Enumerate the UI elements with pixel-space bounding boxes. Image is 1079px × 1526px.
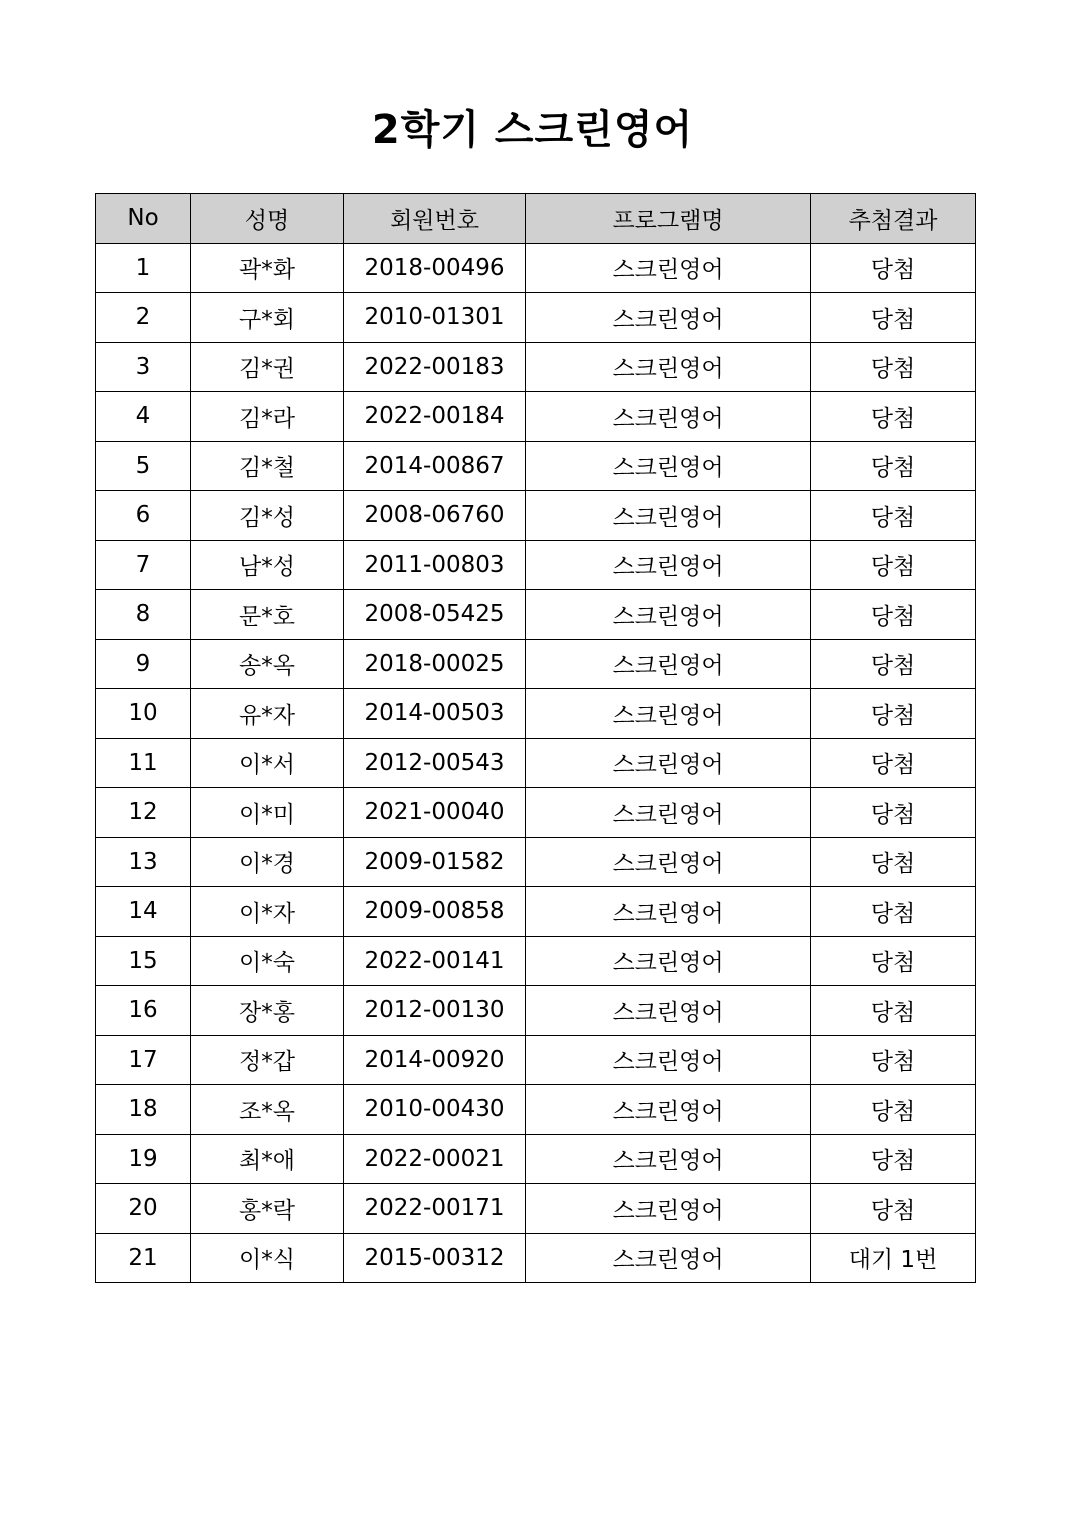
cell-name: 이*경 [191,837,344,887]
cell-no: 20 [96,1184,191,1234]
cell-program-name: 스크린영어 [526,936,811,986]
table-row [96,342,976,392]
cell-draw-result: 당첨 [811,738,976,788]
cell-name: 김*철 [191,441,344,491]
cell-no: 13 [96,837,191,887]
table-row [96,491,976,541]
cell-draw-result: 당첨 [811,936,976,986]
cell-name: 홍*락 [191,1184,344,1234]
table-row [96,1085,976,1135]
table-row [96,1184,976,1234]
cell-program-name: 스크린영어 [526,639,811,689]
cell-member-number: 2008-05425 [344,590,526,640]
table-row [96,392,976,442]
table-row [96,936,976,986]
cell-no: 9 [96,639,191,689]
cell-member-number: 2008-06760 [344,491,526,541]
cell-name: 김*성 [191,491,344,541]
cell-draw-result: 당첨 [811,392,976,442]
cell-no: 21 [96,1233,191,1283]
cell-program-name: 스크린영어 [526,1184,811,1234]
table-row [96,986,976,1036]
cell-no: 12 [96,788,191,838]
cell-name: 정*갑 [191,1035,344,1085]
cell-draw-result: 당첨 [811,986,976,1036]
cell-member-number: 2018-00025 [344,639,526,689]
cell-member-number: 2010-00430 [344,1085,526,1135]
cell-program-name: 스크린영어 [526,491,811,541]
cell-draw-result: 당첨 [811,1134,976,1184]
cell-no: 2 [96,293,191,343]
cell-name: 김*권 [191,342,344,392]
cell-name: 김*라 [191,392,344,442]
table-body [96,243,976,1283]
cell-draw-result: 당첨 [811,1085,976,1135]
cell-no: 15 [96,936,191,986]
cell-program-name: 스크린영어 [526,689,811,739]
header-draw-result: 추첨결과 [811,194,976,244]
table-row [96,243,976,293]
cell-draw-result: 당첨 [811,887,976,937]
cell-no: 1 [96,243,191,293]
cell-member-number: 2009-00858 [344,887,526,937]
cell-member-number: 2022-00171 [344,1184,526,1234]
cell-name: 남*성 [191,540,344,590]
cell-name: 최*애 [191,1134,344,1184]
cell-member-number: 2009-01582 [344,837,526,887]
cell-member-number: 2010-01301 [344,293,526,343]
cell-name: 이*서 [191,738,344,788]
cell-no: 7 [96,540,191,590]
table-header-row [96,194,976,244]
cell-member-number: 2012-00543 [344,738,526,788]
cell-draw-result: 당첨 [811,342,976,392]
cell-member-number: 2011-00803 [344,540,526,590]
cell-draw-result: 당첨 [811,441,976,491]
cell-name: 조*옥 [191,1085,344,1135]
header-program-name: 프로그램명 [526,194,811,244]
cell-member-number: 2018-00496 [344,243,526,293]
table-row [96,1035,976,1085]
cell-member-number: 2014-00920 [344,1035,526,1085]
cell-no: 3 [96,342,191,392]
table-row [96,590,976,640]
cell-draw-result: 당첨 [811,491,976,541]
table-row [96,1233,976,1283]
table-row [96,788,976,838]
cell-draw-result: 당첨 [811,1035,976,1085]
cell-program-name: 스크린영어 [526,441,811,491]
table-row [96,540,976,590]
header-name: 성명 [191,194,344,244]
cell-name: 곽*화 [191,243,344,293]
cell-draw-result: 당첨 [811,837,976,887]
cell-no: 5 [96,441,191,491]
cell-draw-result: 대기 1번 [811,1233,976,1283]
cell-no: 11 [96,738,191,788]
cell-member-number: 2022-00141 [344,936,526,986]
cell-program-name: 스크린영어 [526,243,811,293]
cell-member-number: 2022-00184 [344,392,526,442]
cell-name: 유*자 [191,689,344,739]
cell-name: 문*호 [191,590,344,640]
cell-name: 이*식 [191,1233,344,1283]
cell-program-name: 스크린영어 [526,986,811,1036]
cell-member-number: 2022-00183 [344,342,526,392]
cell-member-number: 2014-00503 [344,689,526,739]
cell-program-name: 스크린영어 [526,1233,811,1283]
table-row [96,1134,976,1184]
cell-member-number: 2014-00867 [344,441,526,491]
table-row [96,738,976,788]
cell-no: 14 [96,887,191,937]
cell-program-name: 스크린영어 [526,1085,811,1135]
cell-member-number: 2012-00130 [344,986,526,1036]
table-row [96,887,976,937]
cell-draw-result: 당첨 [811,689,976,739]
cell-program-name: 스크린영어 [526,540,811,590]
cell-draw-result: 당첨 [811,540,976,590]
cell-program-name: 스크린영어 [526,738,811,788]
table-row [96,689,976,739]
cell-no: 4 [96,392,191,442]
cell-no: 8 [96,590,191,640]
cell-draw-result: 당첨 [811,788,976,838]
cell-no: 6 [96,491,191,541]
cell-program-name: 스크린영어 [526,392,811,442]
cell-no: 18 [96,1085,191,1135]
cell-no: 16 [96,986,191,1036]
cell-name: 장*홍 [191,986,344,1036]
cell-program-name: 스크린영어 [526,590,811,640]
cell-member-number: 2015-00312 [344,1233,526,1283]
cell-program-name: 스크린영어 [526,788,811,838]
cell-draw-result: 당첨 [811,243,976,293]
cell-draw-result: 당첨 [811,590,976,640]
cell-name: 이*숙 [191,936,344,986]
cell-no: 19 [96,1134,191,1184]
table-row [96,639,976,689]
header-no: No [96,194,191,244]
cell-name: 이*미 [191,788,344,838]
cell-name: 송*옥 [191,639,344,689]
table-row [96,441,976,491]
cell-program-name: 스크린영어 [526,1134,811,1184]
cell-program-name: 스크린영어 [526,293,811,343]
cell-member-number: 2021-00040 [344,788,526,838]
cell-member-number: 2022-00021 [344,1134,526,1184]
header-member-number: 회원번호 [344,194,526,244]
cell-name: 이*자 [191,887,344,937]
cell-no: 10 [96,689,191,739]
cell-draw-result: 당첨 [811,1184,976,1234]
lottery-results-table [95,193,976,1283]
table-row [96,293,976,343]
cell-no: 17 [96,1035,191,1085]
cell-program-name: 스크린영어 [526,342,811,392]
cell-program-name: 스크린영어 [526,837,811,887]
page-title: 2학기 스크린영어 [371,107,694,153]
cell-draw-result: 당첨 [811,293,976,343]
cell-program-name: 스크린영어 [526,1035,811,1085]
table-row [96,837,976,887]
cell-draw-result: 당첨 [811,639,976,689]
cell-name: 구*회 [191,293,344,343]
cell-program-name: 스크린영어 [526,887,811,937]
